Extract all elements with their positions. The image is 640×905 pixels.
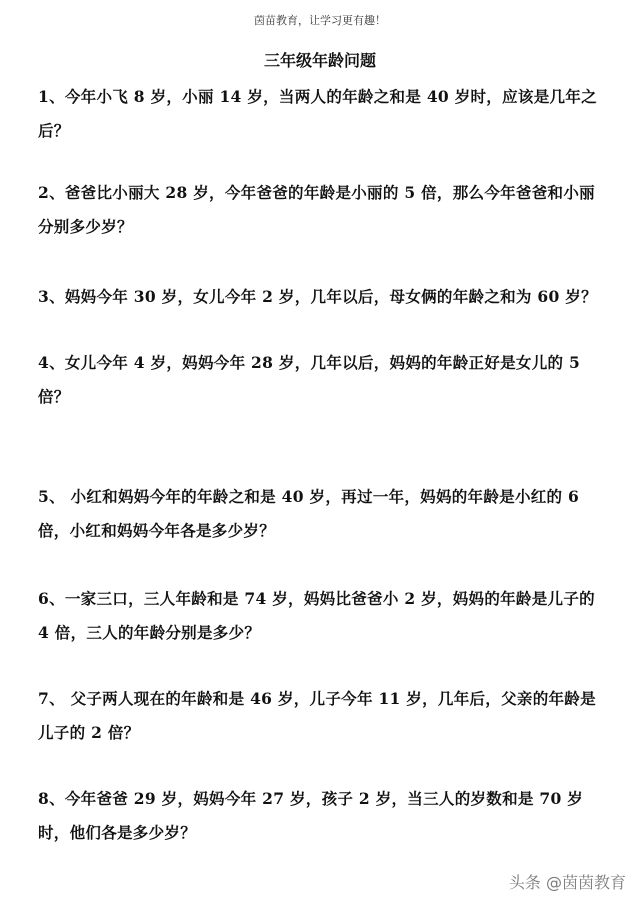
page-title: 三年级年龄问题 — [263, 51, 376, 70]
header-note: 茵苗教育，让学习更有趣！ — [254, 14, 386, 27]
question-6: 6、一家三口，三人年龄和是 74 岁，妈妈比爸爸小 2 岁，妈妈的年龄是儿子的 4 倍，三人的年龄分别是多少？ — [38, 589, 595, 642]
question-7: 7、 父子两人现在的年龄和是 46 岁，儿子今年 11 岁，几年后，父亲的年龄是儿子的 2 倍？ — [38, 689, 596, 742]
watermark: 头条 @茵茵教育 — [508, 873, 626, 892]
question-2: 2、爸爸比小丽大 28 岁，今年爸爸的年龄是小丽的 5 倍，那么今年爸爸和小丽分别多少岁？ — [38, 183, 595, 236]
question-1: 1、今年小飞 8 岁，小丽 14 岁，当两人的年龄之和是 40 岁时，应该是几年之后？ — [38, 87, 597, 140]
question-3: 3、妈妈今年 30 岁，女儿今年 2 岁，几年以后，母女俩的年龄之和为 60 岁？ — [38, 287, 597, 306]
question-5: 5、 小红和妈妈今年的年龄之和是 40 岁，再过一年，妈妈的年龄是小红的 6 倍，小红和妈妈今年各是多少岁？ — [38, 487, 580, 540]
question-8: 8、今年爸爸 29 岁，妈妈今年 27 岁，孩子 2 岁，当三人的岁数和是 70 岁时，他们各是多少岁？ — [38, 789, 584, 842]
question-4: 4、女儿今年 4 岁，妈妈今年 28 岁，几年以后，妈妈的年龄正好是女儿的 5 倍？ — [38, 353, 581, 406]
